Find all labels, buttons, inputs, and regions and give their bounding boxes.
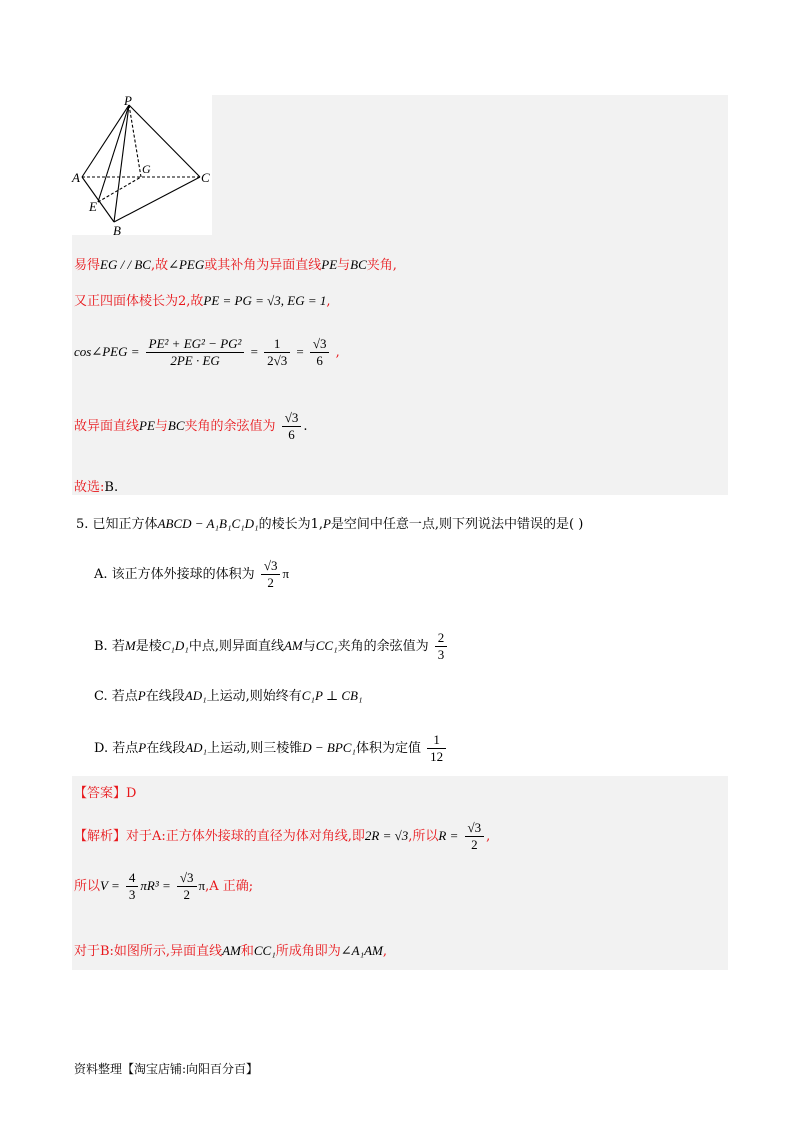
- analysis-line-2: 所以V = $\frac{4}{3}$ πR³ = $\frac{√3}{2}$ π,A 正确;: [74, 870, 254, 902]
- solution-line-2: 又正四面体棱长为2,故PE = PG = √3, EG = 1,: [74, 293, 331, 309]
- fraction-two-thirds: $\frac{2}{3}$: [435, 630, 448, 663]
- option-b: B. 若M是棱C₁D₁中点,则异面直线AM与CC₁夹角的余弦值为 $\frac{2}{3}$: [94, 630, 449, 663]
- solution-line-1: 易得EG / / BC,故∠PEG或其补角为异面直线PE与BC夹角,: [74, 257, 397, 273]
- vertex-label-g: G: [142, 162, 151, 176]
- fraction-sphere-volume: $\frac{√3}{2}$: [177, 870, 197, 903]
- vertex-label-c: C: [201, 170, 210, 185]
- fraction-one-twelfth: $\frac{1}{12}$: [427, 732, 446, 765]
- option-c: C. 若点P在线段AD₁上运动,则始终有C₁P ⊥ CB₁: [94, 688, 363, 704]
- solution-line-3: cos∠PEG = $\frac{\text{PE² + EG² − PG²}}{2PE \cdot EG}$ = $\frac{1}{2√3}$ = $\frac{√3}{6}$ ,: [74, 336, 340, 368]
- vertex-label-b: B: [113, 223, 121, 238]
- fraction-cosine: $\frac{\text{PE² + EG² − PG²}}{2PE \cdot EG}$: [146, 336, 245, 369]
- option-d: D. 若点P在线段AD₁上运动,则三棱锥D − BPC₁体积为定值 $\frac{1}{12}$: [94, 732, 448, 765]
- vertex-label-a: A: [72, 170, 80, 185]
- solution-line-4: 故异面直线PE与BC夹角的余弦值为 $\frac{√3}{6}$ .: [74, 410, 308, 442]
- answer-line: 【答案】D: [74, 786, 137, 801]
- question-5-stem: 5. 已知正方体ABCD − A₁B₁C₁D₁的棱长为1,P是空间中任意一点,则下列说法中错误的是( ): [76, 516, 584, 532]
- fraction-one-over: $\frac{1}{2√3}$: [264, 336, 290, 369]
- vertex-label-e: E: [89, 199, 97, 214]
- analysis-line-1: 【解析】对于A:正方体外接球的直径为体对角线,即2R = √3,所以R = $\frac{√3}{2}$ ,: [74, 820, 491, 852]
- analysis-line-3: 对于B:如图所示,异面直线AM和CC₁所成角即为∠A₁AM,: [74, 943, 388, 959]
- fraction-volume: $\frac{√3}{2}$: [261, 558, 281, 591]
- footer-source: 资料整理【淘宝店铺:向阳百分百】: [74, 1062, 259, 1076]
- vertex-label-p: P: [124, 93, 132, 108]
- fraction-result: $\frac{√3}{6}$: [310, 336, 330, 369]
- fraction-radius: $\frac{√3}{2}$: [465, 820, 485, 853]
- option-a: A. 该正方体外接球的体积为 $\frac{√3}{2}$ π: [94, 558, 290, 590]
- solution-background: [212, 95, 728, 235]
- fraction-cosine-value: $\frac{√3}{6}$: [282, 410, 302, 443]
- solution-line-5: 故选:B.: [74, 480, 119, 495]
- fraction-four-thirds: $\frac{4}{3}$: [126, 870, 139, 903]
